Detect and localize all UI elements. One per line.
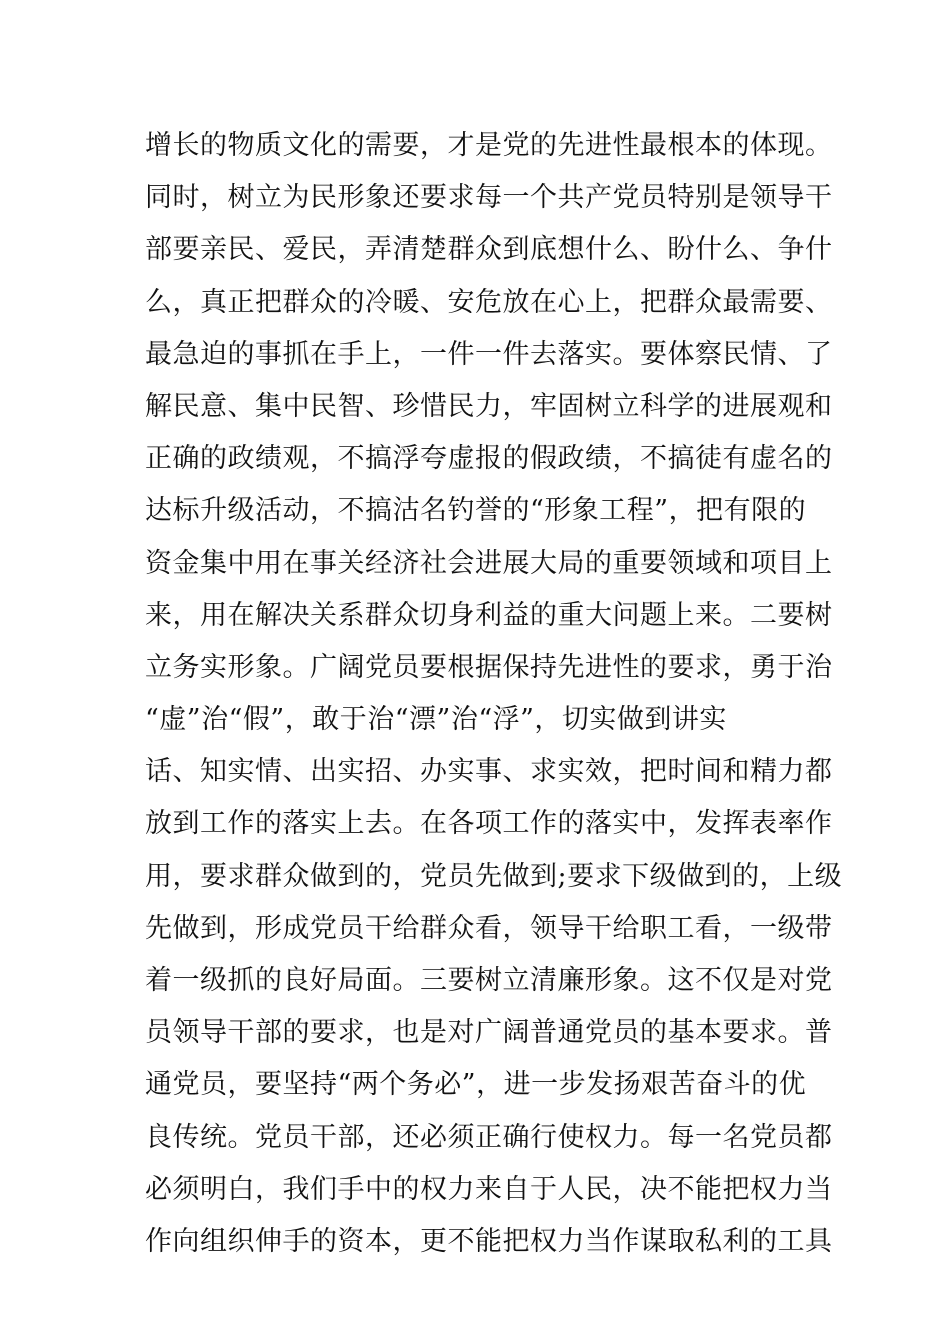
body-text [145, 130, 843, 1278]
text-line: 来，用在解决关系群众切身利益的重大问题上来。二要树 [145, 599, 833, 631]
text-line: 先做到，形成党员干给群众看，领导干给职工看，一级带 [145, 912, 833, 944]
text-line: 正确的政绩观，不搞浮夸虚报的假政绩，不搞徒有虚名的 [145, 443, 833, 475]
text-line: 用，要求群众做到的，党员先做到;要求下级做到的，上级 [145, 860, 843, 892]
text-line: 话、知实情、出实招、办实事、求实效，把时间和精力都 [145, 756, 833, 788]
text-line: 解民意、集中民智、珍惜民力，牢固树立科学的进展观和 [145, 390, 833, 422]
text-line: 同时，树立为民形象还要求每一个共产党员特别是领导干 [145, 182, 833, 214]
text-line: 么，真正把群众的冷暖、安危放在心上，把群众最需要、 [145, 286, 833, 318]
text-line: 资金集中用在事关经济社会进展大局的重要领域和项目上 [145, 547, 833, 579]
text-line: 达标升级活动，不搞沽名钓誉的“形象工程”，把有限的 [145, 495, 807, 527]
text-line: 作向组织伸手的资本，更不能把权力当作谋取私利的工具 [145, 1225, 833, 1257]
text-line: 良传统。党员干部，还必须正确行使权力。每一名党员都 [145, 1121, 833, 1153]
text-line: 通党员，要坚持“两个务必”，进一步发扬艰苦奋斗的优 [145, 1069, 807, 1101]
text-line: 必须明白，我们手中的权力来自于人民，决不能把权力当 [145, 1173, 833, 1205]
text-line: 最急迫的事抓在手上，一件一件去落实。要体察民情、了 [145, 338, 833, 370]
text-line: 员领导干部的要求，也是对广阔普通党员的基本要求。普 [145, 1017, 833, 1049]
text-line: 放到工作的落实上去。在各项工作的落实中，发挥表率作 [145, 808, 833, 840]
text-line: “虚”治“假”，敢于治“漂”治“浮”，切实做到讲实 [145, 704, 727, 736]
text-line: 部要亲民、爱民，弄清楚群众到底想什么、盼什么、争什 [145, 234, 833, 266]
text-line: 增长的物质文化的需要，才是党的先进性最根本的体现。 [145, 130, 833, 161]
text-line: 着一级抓的良好局面。三要树立清廉形象。这不仅是对党 [145, 965, 833, 996]
text-line: 立务实形象。广阔党员要根据保持先进性的要求，勇于治 [145, 651, 833, 683]
